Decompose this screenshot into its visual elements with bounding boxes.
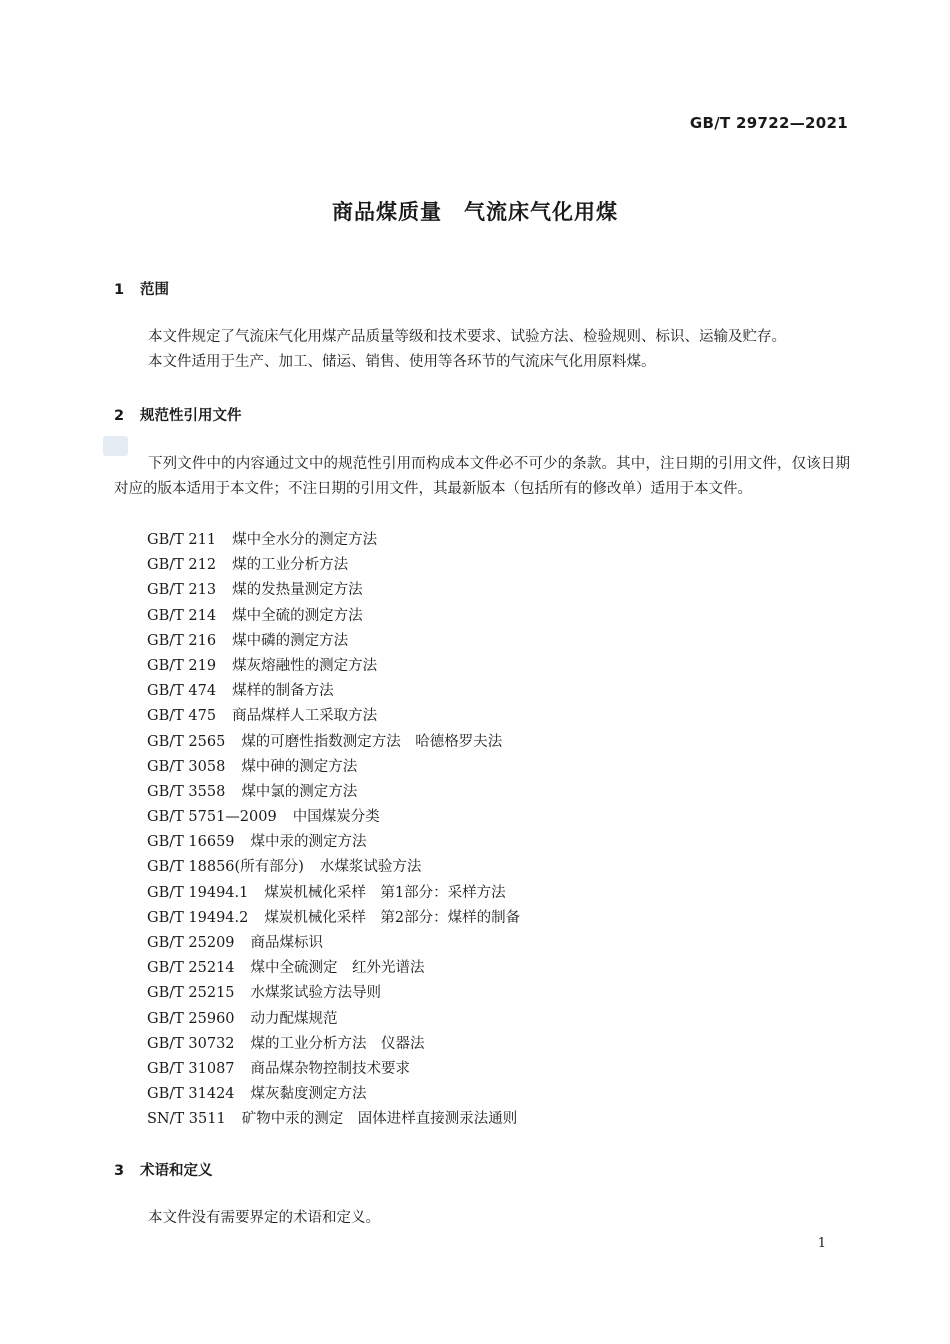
list-item [147, 881, 520, 906]
reference-code: SN/T 3511 [147, 1111, 226, 1128]
list-item [147, 981, 520, 1006]
reference-title: 煤中全硫的测定方法 [232, 607, 363, 624]
document-title: 商品煤质量 气流床气化用煤 [332, 200, 618, 224]
reference-code: GB/T 211 [147, 532, 217, 548]
reference-title: 商品煤杂物控制技术要求 [250, 1060, 411, 1077]
reference-title: 煤中氯的测定方法 [241, 783, 358, 800]
section-title: 术语和定义 [140, 1163, 213, 1179]
section-number: 1 [114, 282, 125, 298]
section-3-body [114, 1206, 850, 1231]
reference-code: GB/T 19494.1 [147, 884, 249, 901]
list-item [147, 604, 520, 629]
reference-title: 煤中磷的测定方法 [232, 632, 349, 649]
section-number: 2 [114, 408, 125, 424]
reference-title: 煤中砷的测定方法 [241, 758, 358, 775]
reference-title: 水煤浆试验方法导则 [250, 985, 382, 1002]
reference-code: GB/T 214 [147, 607, 217, 624]
reference-code: GB/T 25209 [147, 935, 235, 951]
reference-code: GB/T 3058 [147, 758, 226, 775]
list-item [147, 528, 520, 553]
paragraph: 下列文件中的内容通过文中的规范性引用而构成本文件必不可少的条款。其中，注日期的引用文件，仅该日期对应的版本适用于本文件；不注日期的引用文件，其最新版本（包括所有的修改单）适用于本文件。 [114, 456, 850, 497]
list-item [147, 755, 520, 780]
reference-title: 中国煤炭分类 [292, 809, 380, 826]
reference-title: 煤的工业分析方法 [232, 557, 349, 574]
reference-title: 商品煤标识 [250, 935, 324, 951]
reference-title: 商品煤样人工采取方法 [232, 708, 378, 725]
list-item [147, 1082, 520, 1107]
list-item [147, 780, 520, 805]
list-item [147, 1032, 520, 1057]
reference-code: GB/T 212 [147, 557, 217, 574]
reference-code: GB/T 475 [147, 708, 217, 725]
normative-references-list [147, 528, 520, 1133]
page-number: 1 [817, 1236, 826, 1251]
reference-code: GB/T 16659 [147, 834, 235, 851]
reference-title: 煤炭机械化采样 第2部分：煤样的制备 [264, 909, 521, 926]
reference-code: GB/T 5751—2009 [147, 809, 277, 826]
list-item [147, 906, 520, 931]
reference-title: 煤中全硫测定 红外光谱法 [250, 960, 425, 977]
list-item [147, 629, 520, 654]
reference-code: GB/T 25960 [147, 1010, 235, 1027]
section-number: 3 [114, 1163, 125, 1179]
reference-title: 煤的可磨性指数测定方法 哈德格罗夫法 [241, 733, 503, 750]
reference-code: GB/T 31424 [147, 1086, 235, 1103]
reference-code: GB/T 19494.2 [147, 909, 249, 926]
list-item [147, 1007, 520, 1032]
paragraph: 本文件规定了气流床气化用煤产品质量等级和技术要求、试验方法、检验规则、标识、运输及贮存。 [148, 329, 786, 345]
section-2-body [114, 452, 850, 502]
paragraph: 本文件适用于生产、加工、储运、销售、使用等各环节的气流床气化用原料煤。 [148, 354, 656, 370]
list-item [147, 805, 520, 830]
reference-code: GB/T 25215 [147, 985, 235, 1002]
reference-code: GB/T 474 [147, 683, 217, 700]
reference-title: 煤样的制备方法 [232, 683, 334, 700]
reference-title: 煤中全水分的测定方法 [232, 532, 378, 548]
reference-title: 煤的发热量测定方法 [232, 582, 363, 599]
reference-title: 煤中汞的测定方法 [250, 834, 367, 851]
reference-code: GB/T 30732 [147, 1035, 235, 1052]
list-item [147, 679, 520, 704]
list-item [147, 553, 520, 578]
section-3-heading [114, 1159, 213, 1180]
list-item [147, 730, 520, 755]
reference-code: GB/T 216 [147, 632, 217, 649]
reference-code: GB/T 213 [147, 582, 217, 599]
section-title: 范围 [140, 282, 169, 298]
reference-title: 水煤浆试验方法 [319, 859, 422, 876]
reference-title: 煤的工业分析方法 仪器法 [250, 1035, 425, 1052]
standard-code: GB/T 29722—2021 [689, 114, 848, 132]
reference-code: GB/T 3558 [147, 783, 226, 800]
section-1-heading [114, 278, 169, 299]
paragraph: 本文件没有需要界定的术语和定义。 [148, 1210, 380, 1226]
list-item [147, 1107, 520, 1132]
list-item [147, 1057, 520, 1082]
reference-title: 动力配煤规范 [250, 1010, 338, 1027]
list-item [147, 578, 520, 603]
section-2-heading [114, 404, 242, 425]
reference-title: 煤灰熔融性的测定方法 [232, 657, 378, 674]
list-item [147, 654, 520, 679]
reference-title: 矿物中汞的测定 固体进样直接测汞法通则 [241, 1111, 518, 1128]
reference-title: 煤灰黏度测定方法 [250, 1086, 367, 1103]
reference-code: GB/T 25214 [147, 960, 235, 977]
reference-code: GB/T 31087 [147, 1060, 235, 1077]
section-title: 规范性引用文件 [140, 408, 242, 424]
list-item [147, 956, 520, 981]
list-item [147, 830, 520, 855]
section-1-body [114, 325, 850, 375]
reference-title: 煤炭机械化采样 第1部分：采样方法 [264, 884, 506, 901]
reference-code: GB/T 219 [147, 657, 217, 674]
reference-code: GB/T 2565 [147, 733, 226, 750]
list-item [147, 855, 520, 880]
list-item [147, 704, 520, 729]
reference-code: GB/T 18856(所有部分) [147, 859, 304, 876]
list-item [147, 931, 520, 956]
